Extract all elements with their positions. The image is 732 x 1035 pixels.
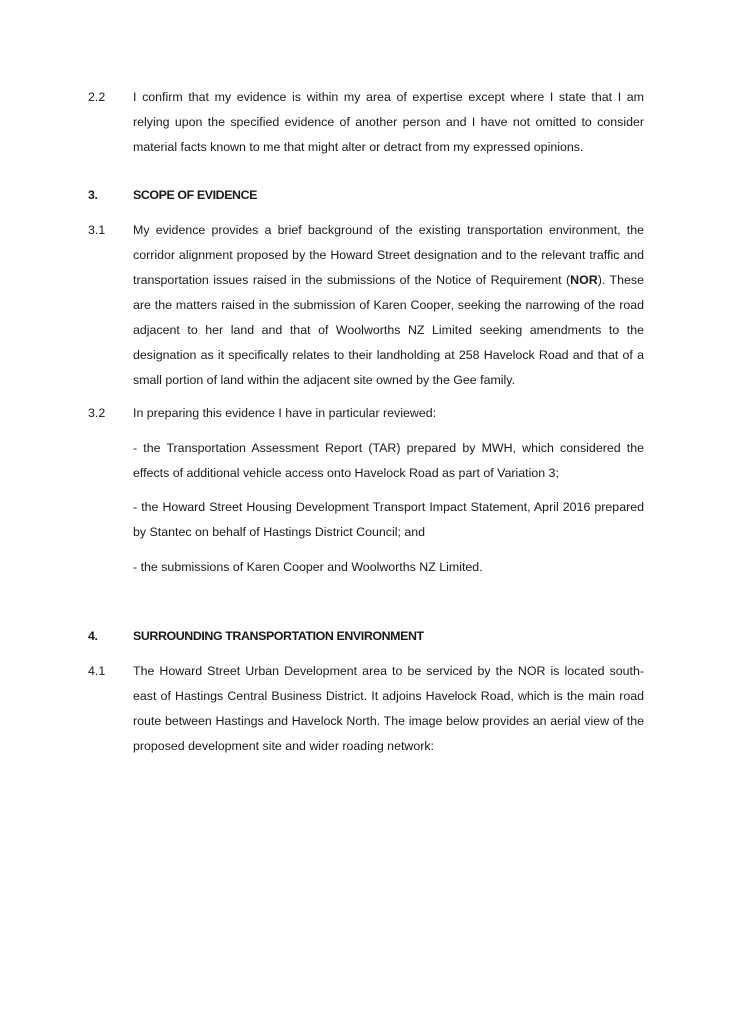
- paragraph-text-part: My evidence provides a brief background of the existing transportation environment, the corridor alignment proposed by the Howard Street designation and to the relevant traffic and transportation issues raised in the submissions of the Notice of Requirement (: [133, 223, 644, 287]
- paragraph-3-1: [88, 218, 644, 393]
- paragraph-3-2: [88, 401, 644, 426]
- paragraph-4-1: [88, 659, 644, 759]
- paragraph-2-2: [88, 85, 644, 160]
- paragraph-number: 3.2: [88, 406, 106, 420]
- paragraph-text: I confirm that my evidence is within my area of expertise except where I state that I am relying upon the specified evidence of another person and I have not omitted to consider material facts known to me that might alter or detract from my expressed opinions.: [133, 90, 644, 154]
- nor-abbreviation: NOR: [570, 273, 598, 287]
- heading-number: 3.: [88, 188, 98, 202]
- heading-title: SCOPE OF EVIDENCE: [133, 188, 258, 202]
- paragraph-number: 3.1: [88, 223, 106, 237]
- paragraph-number: 4.1: [88, 664, 106, 678]
- paragraph-text: [133, 218, 644, 393]
- paragraph-text-part: ). These are the matters raised in the submission of Karen Cooper, seeking the narrowing of the road adjacent to her land and that of Woolworths NZ Limited seeking amendments to the designation as it specifically relates to their landholding at 258 Havelock Road and that of a small portion of land within the adjacent site owned by the Gee family.: [133, 273, 644, 387]
- section-heading-3: [88, 188, 257, 202]
- paragraph-number: 2.2: [88, 90, 106, 104]
- heading-number: 4.: [88, 629, 98, 643]
- section-heading-4: [88, 629, 424, 643]
- paragraph-text: The Howard Street Urban Development area to be serviced by the NOR is located south-east of Hastings Central Business District. It adjoins Havelock Road, which is the main road route between Hastings and Havelock North. The image below provides an aerial view of the proposed development site and wider roading network:: [133, 664, 644, 753]
- paragraph-text: In preparing this evidence I have in particular reviewed:: [133, 406, 437, 420]
- heading-title: SURROUNDING TRANSPORTATION ENVIRONMENT: [133, 629, 424, 643]
- bullet-item: - the submissions of Karen Cooper and Woolworths NZ Limited.: [133, 560, 483, 574]
- bullet-item: - the Howard Street Housing Development Transport Impact Statement, April 2016 prepared by Stantec on behalf of Hastings District Council; and: [133, 500, 644, 539]
- bullet-item: - the Transportation Assessment Report (TAR) prepared by MWH, which considered the effects of additional vehicle access onto Havelock Road as part of Variation 3;: [133, 441, 644, 480]
